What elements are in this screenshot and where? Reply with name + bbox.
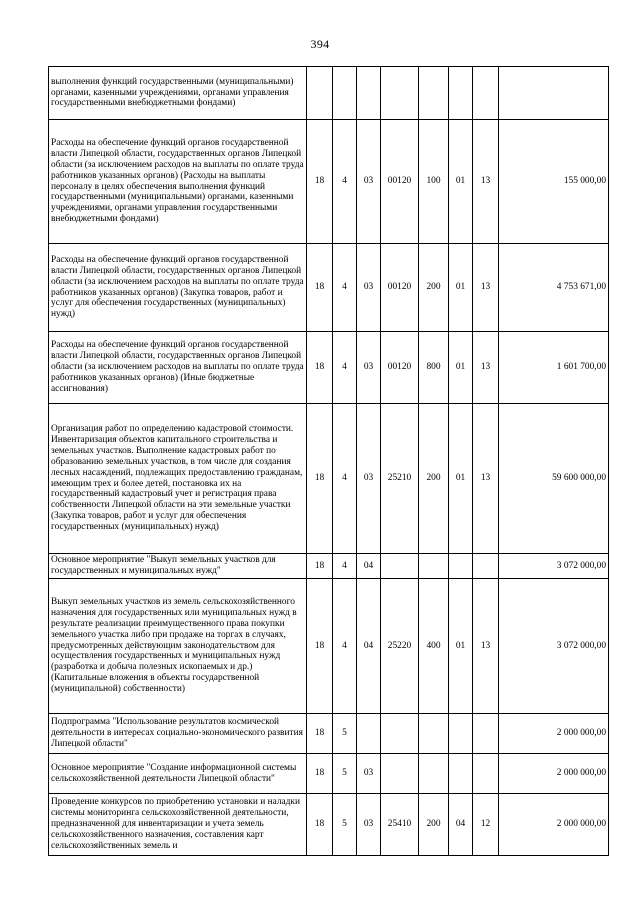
cell-gr bbox=[307, 67, 333, 120]
cell-ph: 4 bbox=[333, 579, 357, 714]
cell-kf: 13 bbox=[473, 120, 499, 244]
cell-gr: 18 bbox=[307, 244, 333, 332]
cell-ku: 04 bbox=[449, 794, 473, 856]
cell-dir bbox=[381, 67, 419, 120]
cell-ku bbox=[449, 714, 473, 754]
cell-dir bbox=[381, 554, 419, 579]
cell-vr: 800 bbox=[419, 332, 449, 404]
cell-ph: 4 bbox=[333, 404, 357, 554]
cell-gr: 18 bbox=[307, 579, 333, 714]
cell-sp: 03 bbox=[357, 120, 381, 244]
cell-vr: 400 bbox=[419, 579, 449, 714]
cell-gr: 18 bbox=[307, 120, 333, 244]
cell-ku: 01 bbox=[449, 120, 473, 244]
row-description: Организация работ по определению кадастровой стоимости. Инвентаризация объектов капитального строительства и земельных участков. Выполнение кадастровых работ по образованию земельных участков, в том числе для создания лесных насаждений, подлежащих предоставлению гражданам, имеющим трех и более детей, постановка их на государственный кадастровый учет и регистрация права собственности Липецкой области на эти земельные участки (Закупка товаров, работ и услуг для обеспечения государственных (муниципальных) нужд) bbox=[49, 404, 307, 554]
cell-dir: 25220 bbox=[381, 579, 419, 714]
cell-ph: 5 bbox=[333, 714, 357, 754]
row-description: Основное мероприятие "Создание информационной системы сельскохозяйственной деятельности Липецкой области" bbox=[49, 754, 307, 794]
cell-sp: 03 bbox=[357, 404, 381, 554]
cell-sp bbox=[357, 714, 381, 754]
cell-vr bbox=[419, 754, 449, 794]
cell-sp: 03 bbox=[357, 754, 381, 794]
table-row bbox=[49, 579, 609, 714]
cell-gr: 18 bbox=[307, 714, 333, 754]
cell-sp: 03 bbox=[357, 794, 381, 856]
cell-sum: 2 000 000,00 bbox=[499, 794, 609, 856]
cell-ph: 4 bbox=[333, 554, 357, 579]
budget-table bbox=[48, 66, 609, 856]
cell-ku bbox=[449, 554, 473, 579]
cell-sum: 155 000,00 bbox=[499, 120, 609, 244]
cell-sum: 3 072 000,00 bbox=[499, 554, 609, 579]
cell-gr: 18 bbox=[307, 754, 333, 794]
cell-ku: 01 bbox=[449, 244, 473, 332]
row-description: Расходы на обеспечение функций органов государственной власти Липецкой области, государственных органов Липецкой области (за исключением расходов на выплаты по оплате труда работников указанных органов) (Иные бюджетные ассигнования) bbox=[49, 332, 307, 404]
cell-vr: 200 bbox=[419, 404, 449, 554]
cell-sum: 1 601 700,00 bbox=[499, 332, 609, 404]
cell-ku: 01 bbox=[449, 579, 473, 714]
cell-vr bbox=[419, 714, 449, 754]
cell-dir bbox=[381, 714, 419, 754]
table-row bbox=[49, 244, 609, 332]
row-description: Расходы на обеспечение функций органов государственной власти Липецкой области, государственных органов Липецкой области (за исключением расходов на выплаты по оплате труда работников указанных органов) (Закупка товаров, работ и услуг для обеспечения государственных (муниципальных) нужд) bbox=[49, 244, 307, 332]
cell-dir: 25410 bbox=[381, 794, 419, 856]
cell-sum: 2 000 000,00 bbox=[499, 714, 609, 754]
cell-sum: 59 600 000,00 bbox=[499, 404, 609, 554]
cell-dir: 00120 bbox=[381, 120, 419, 244]
cell-vr bbox=[419, 67, 449, 120]
cell-kf bbox=[473, 67, 499, 120]
cell-dir: 00120 bbox=[381, 332, 419, 404]
table-row bbox=[49, 404, 609, 554]
cell-ku: 01 bbox=[449, 404, 473, 554]
cell-kf: 13 bbox=[473, 404, 499, 554]
cell-dir: 25210 bbox=[381, 404, 419, 554]
cell-sum bbox=[499, 67, 609, 120]
cell-kf bbox=[473, 714, 499, 754]
row-description: Подпрограмма "Использование результатов космической деятельности в интересах социально-экономического развития Липецкой области" bbox=[49, 714, 307, 754]
cell-ph: 5 bbox=[333, 754, 357, 794]
cell-sp: 04 bbox=[357, 579, 381, 714]
cell-gr: 18 bbox=[307, 332, 333, 404]
cell-kf bbox=[473, 754, 499, 794]
row-description: Основное мероприятие "Выкуп земельных участков для государственных и муниципальных нужд" bbox=[49, 554, 307, 579]
cell-vr: 100 bbox=[419, 120, 449, 244]
table-row bbox=[49, 332, 609, 404]
row-description: выполнения функций государственными (муниципальными) органами, казенными учреждениями, органами управления государственными внебюджетными фондами) bbox=[49, 67, 307, 120]
cell-sp bbox=[357, 67, 381, 120]
table-row bbox=[49, 714, 609, 754]
table-row bbox=[49, 794, 609, 856]
row-description: Проведение конкурсов по приобретению установки и наладки системы мониторинга сельскохозяйственной деятельности, предназначенной для инвентаризации и учета земель сельскохозяйственного назначения, составления карт сельскохозяйственных земель и bbox=[49, 794, 307, 856]
table-row bbox=[49, 120, 609, 244]
cell-kf: 13 bbox=[473, 332, 499, 404]
cell-kf: 13 bbox=[473, 244, 499, 332]
cell-gr: 18 bbox=[307, 554, 333, 579]
cell-ku bbox=[449, 754, 473, 794]
cell-sum: 2 000 000,00 bbox=[499, 754, 609, 794]
row-description: Выкуп земельных участков из земель сельскохозяйственного назначения для государственных или муниципальных нужд в результате реализации преимущественного права покупки земельного участка либо при продаже на торгах в случаях, предусмотренных действующим законодательством для осуществления государственных и муниципальных нужд (разработка и добыча полезных ископаемых и др.) (Капитальные вложения в объекты государственной (муниципальной) собственности) bbox=[49, 579, 307, 714]
cell-sum: 3 072 000,00 bbox=[499, 579, 609, 714]
cell-ph bbox=[333, 67, 357, 120]
cell-sp: 03 bbox=[357, 244, 381, 332]
cell-vr: 200 bbox=[419, 244, 449, 332]
cell-sp: 04 bbox=[357, 554, 381, 579]
page-number: 394 bbox=[310, 37, 330, 51]
cell-kf: 13 bbox=[473, 579, 499, 714]
cell-kf: 12 bbox=[473, 794, 499, 856]
cell-dir bbox=[381, 754, 419, 794]
cell-gr: 18 bbox=[307, 404, 333, 554]
table-row bbox=[49, 754, 609, 794]
row-description: Расходы на обеспечение функций органов государственной власти Липецкой области, государственных органов Липецкой области (за исключением расходов на выплаты по оплате труда работников указанных органов) (Расходы на выплаты персоналу в целях обеспечения выполнения функций государственными (муниципальными) органами, казенными учреждениями, органами управления государственными внебюджетными фондами) bbox=[49, 120, 307, 244]
cell-ph: 4 bbox=[333, 244, 357, 332]
table-row bbox=[49, 554, 609, 579]
cell-gr: 18 bbox=[307, 794, 333, 856]
cell-ph: 5 bbox=[333, 794, 357, 856]
cell-dir: 00120 bbox=[381, 244, 419, 332]
cell-ku: 01 bbox=[449, 332, 473, 404]
cell-vr: 200 bbox=[419, 794, 449, 856]
cell-ku bbox=[449, 67, 473, 120]
table-row bbox=[49, 67, 609, 120]
cell-ph: 4 bbox=[333, 332, 357, 404]
cell-ph: 4 bbox=[333, 120, 357, 244]
cell-sp: 03 bbox=[357, 332, 381, 404]
cell-vr bbox=[419, 554, 449, 579]
cell-kf bbox=[473, 554, 499, 579]
cell-sum: 4 753 671,00 bbox=[499, 244, 609, 332]
